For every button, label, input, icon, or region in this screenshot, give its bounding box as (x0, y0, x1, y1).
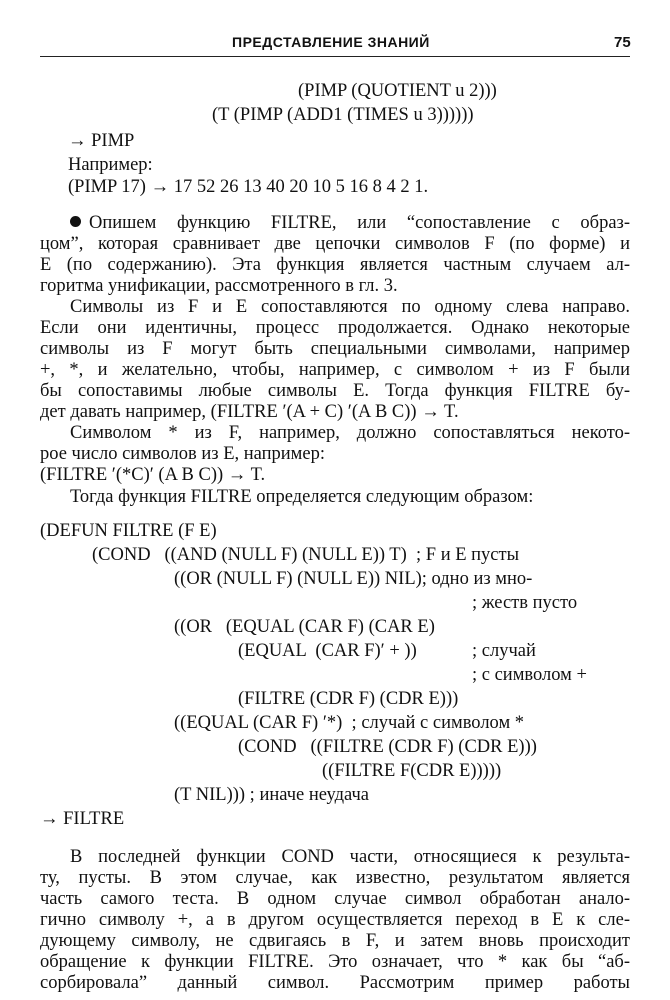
text-line: сорбировала” данный символ. Рассмотрим пример работы (40, 973, 630, 993)
code-comment: ; случай (472, 641, 536, 661)
code-line: → FILTRE (40, 809, 125, 829)
code-line: Например: (68, 155, 153, 175)
code-line: ((FILTRE F(CDR E))))) (322, 761, 502, 781)
code-line: → PIMP (68, 131, 135, 151)
text-line: часть самого теста. В одном случае символ обработан анало- (40, 889, 630, 909)
text-line: Если они идентичны, процесс продолжается. Однако некоторые (40, 318, 630, 338)
text-line: Символом * из F, например, должно сопоставляться некото- (70, 423, 630, 443)
code-line: ((OR (NULL F) (NULL E)) NIL); одно из мно- (174, 569, 533, 589)
text-line: +, *, и желательно, чтобы, например, с символом + из F были (40, 360, 630, 380)
text-line: Опишем функцию FILTRE, или “сопоставление с образ- (89, 213, 630, 233)
code-comment: ; с символом + (472, 665, 587, 685)
page-number: 75 (614, 34, 631, 51)
text-line: цом”, которая сравнивает две цепочки символов F (по форме) и (40, 234, 630, 254)
code-comment: ; жеств пусто (472, 593, 578, 613)
code-line: (EQUAL (CAR F)′ + )) (238, 641, 417, 661)
text-line: В последней функции COND части, относящиеся к результа- (70, 847, 630, 867)
code-line: (PIMP (QUOTIENT u 2))) (298, 81, 497, 101)
text-line: обращение к функции FILTRE. Это означает, что * как бы “аб- (40, 952, 630, 972)
bullet-icon (70, 216, 81, 227)
code-line: (COND ((AND (NULL F) (NULL E)) T) ; F и E пусты (92, 545, 520, 565)
text-line: дующему символу, не сдвигаясь в F, и затем вновь происходит (40, 931, 630, 951)
text-line: E (по содержанию). Эта функция является частным случаем ал- (40, 255, 630, 275)
text-line: бы сопоставимы любые символы E. Тогда функция FILTRE бу- (40, 381, 630, 401)
code-line: (COND ((FILTRE (CDR F) (CDR E))) (238, 737, 537, 757)
code-line: ((EQUAL (CAR F) ′*) ; случай с символом * (174, 713, 525, 733)
text-line: Символы из F и E сопоставляются по одному слева направо. (70, 297, 630, 317)
text-line: ту, пусты. В этом случае, как известно, результатом является (40, 868, 630, 888)
text-line: горитма унификации, рассмотренного в гл. 3. (40, 276, 398, 296)
code-line: (DEFUN FILTRE (F E) (40, 521, 217, 541)
text-line: Тогда функция FILTRE определяется следующим образом: (70, 487, 534, 507)
text-line: (FILTRE ′(*C)′ (A B C)) → T. (40, 465, 266, 485)
text-line: рое число символов из E, например: (40, 444, 325, 464)
text-line: дет давать например, (FILTRE ′(A + C) ′(A B C)) → T. (40, 402, 459, 422)
code-line: (T (PIMP (ADD1 (TIMES u 3)))))) (212, 105, 474, 125)
running-title: ПРЕДСТАВЛЕНИЕ ЗНАНИЙ (232, 34, 430, 50)
code-line: (FILTRE (CDR F) (CDR E))) (238, 689, 459, 709)
code-line: (PIMP 17) → 17 52 26 13 40 20 10 5 16 8 4 2 1. (68, 177, 429, 197)
code-line: (T NIL))) ; иначе неудача (174, 785, 369, 805)
text-line: гично символу +, а в другом осуществляется переход в E к сле- (40, 910, 630, 930)
code-line: ((OR (EQUAL (CAR F) (CAR E) (174, 617, 435, 637)
text-line: символы из F могут быть специальными символами, например (40, 339, 630, 359)
header-rule (40, 56, 630, 57)
